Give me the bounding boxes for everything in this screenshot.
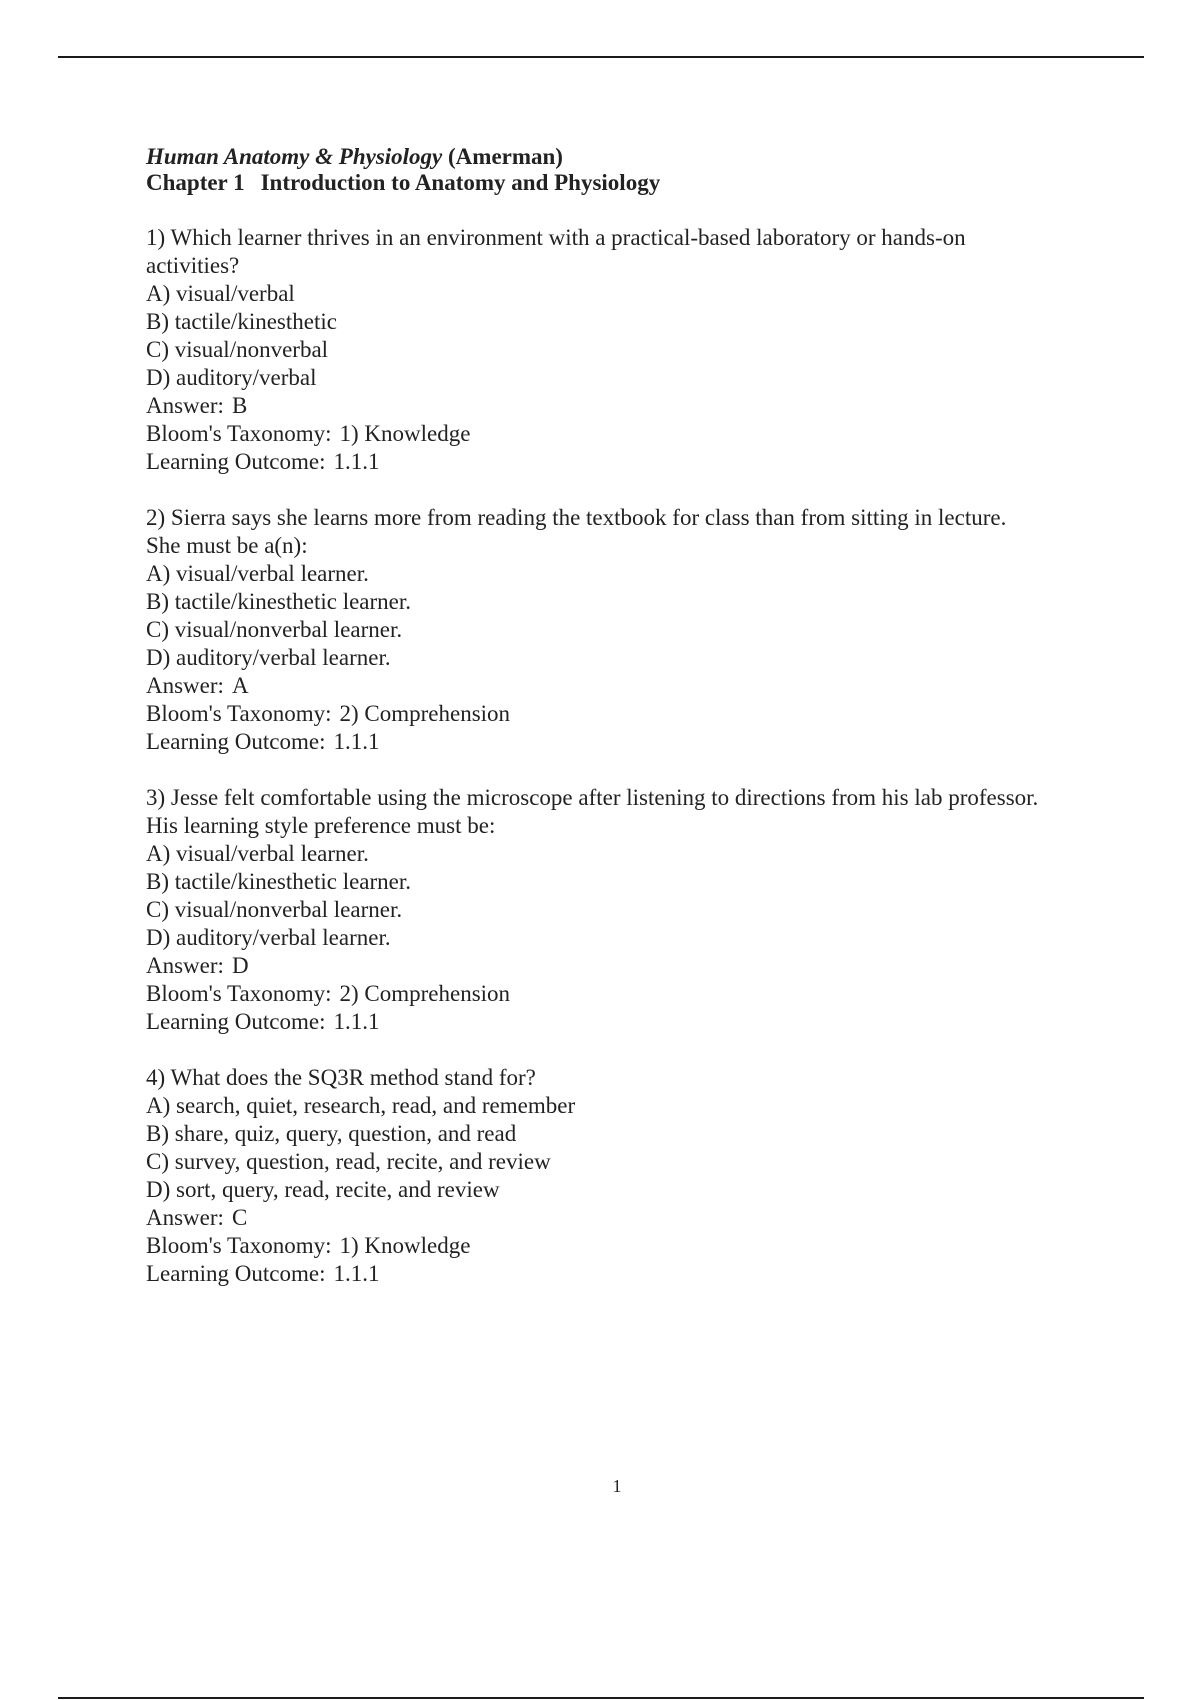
question-stem-continued: His learning style preference must be: <box>146 813 496 838</box>
blooms-label: Bloom's Taxonomy: <box>146 981 332 1006</box>
blooms-line <box>146 420 1106 448</box>
blooms-value: 2) Comprehension <box>339 981 511 1006</box>
answer-line <box>146 672 1106 700</box>
outcome-label: Learning Outcome: <box>146 1261 326 1286</box>
outcome-line <box>146 728 1106 756</box>
top-rule <box>58 56 1144 58</box>
question-stem: 1) Which learner thrives in an environment with a practical-based laboratory or hands-on <box>146 225 966 250</box>
bottom-rule <box>58 1697 1144 1699</box>
blooms-line <box>146 1232 1106 1260</box>
outcome-value: 1.1.1 <box>333 1009 380 1034</box>
answer-line <box>146 392 1106 420</box>
blooms-line <box>146 700 1106 728</box>
option-c: C) visual/nonverbal learner. <box>146 617 403 642</box>
book-title-line <box>146 144 1106 170</box>
question-stem: 3) Jesse felt comfortable using the microscope after listening to directions from his lab professor. <box>146 785 1039 810</box>
outcome-line <box>146 448 1106 476</box>
blooms-label: Bloom's Taxonomy: <box>146 701 332 726</box>
answer-label: Answer: <box>146 673 224 698</box>
answer-line <box>146 1204 1106 1232</box>
answer-value: D <box>231 953 249 978</box>
document-header <box>146 144 1106 196</box>
option-a: A) visual/verbal <box>146 281 295 306</box>
outcome-value: 1.1.1 <box>333 729 380 754</box>
answer-value: C <box>231 1205 248 1230</box>
option-d: D) auditory/verbal <box>146 365 317 390</box>
blooms-label: Bloom's Taxonomy: <box>146 1233 332 1258</box>
outcome-label: Learning Outcome: <box>146 449 326 474</box>
answer-value: A <box>231 673 249 698</box>
option-d: D) sort, query, read, recite, and review <box>146 1177 500 1202</box>
answer-line <box>146 952 1106 980</box>
question-stem: 4) What does the SQ3R method stand for? <box>146 1065 536 1090</box>
question-stem-continued: She must be a(n): <box>146 533 308 558</box>
option-c: C) visual/nonverbal learner. <box>146 897 403 922</box>
page-number: 1 <box>612 1476 622 1496</box>
option-c: C) survey, question, read, recite, and review <box>146 1149 551 1174</box>
blooms-value: 1) Knowledge <box>339 421 471 446</box>
option-d: D) auditory/verbal learner. <box>146 645 391 670</box>
option-b: B) tactile/kinesthetic <box>146 309 337 334</box>
option-d: D) auditory/verbal learner. <box>146 925 391 950</box>
outcome-value: 1.1.1 <box>333 1261 380 1286</box>
answer-label: Answer: <box>146 393 224 418</box>
option-b: B) tactile/kinesthetic learner. <box>146 589 412 614</box>
outcome-value: 1.1.1 <box>333 449 380 474</box>
option-a: A) visual/verbal learner. <box>146 841 369 866</box>
option-a: A) visual/verbal learner. <box>146 561 369 586</box>
question-3 <box>146 784 1106 1036</box>
blooms-value: 2) Comprehension <box>339 701 511 726</box>
answer-value: B <box>231 393 248 418</box>
answer-label: Answer: <box>146 1205 224 1230</box>
outcome-line <box>146 1260 1106 1288</box>
question-1 <box>146 224 1106 476</box>
chapter-label: Chapter 1 <box>146 170 245 195</box>
option-a: A) search, quiet, research, read, and remember <box>146 1093 576 1118</box>
blooms-value: 1) Knowledge <box>339 1233 471 1258</box>
blooms-label: Bloom's Taxonomy: <box>146 421 332 446</box>
option-b: B) share, quiz, query, question, and read <box>146 1121 517 1146</box>
question-2 <box>146 504 1106 756</box>
answer-label: Answer: <box>146 953 224 978</box>
blooms-line <box>146 980 1106 1008</box>
outcome-line <box>146 1008 1106 1036</box>
option-b: B) tactile/kinesthetic learner. <box>146 869 412 894</box>
outcome-label: Learning Outcome: <box>146 1009 326 1034</box>
document-body <box>146 144 1106 1316</box>
question-stem-continued: activities? <box>146 253 240 278</box>
chapter-line <box>146 170 1106 196</box>
option-c: C) visual/nonverbal <box>146 337 329 362</box>
question-4 <box>146 1064 1106 1288</box>
outcome-label: Learning Outcome: <box>146 729 326 754</box>
chapter-title: Introduction to Anatomy and Physiology <box>260 170 661 195</box>
book-title: Human Anatomy & Physiology <box>146 144 443 169</box>
author: (Amerman) <box>448 144 563 169</box>
question-stem: 2) Sierra says she learns more from reading the textbook for class than from sitting in lecture. <box>146 505 1007 530</box>
